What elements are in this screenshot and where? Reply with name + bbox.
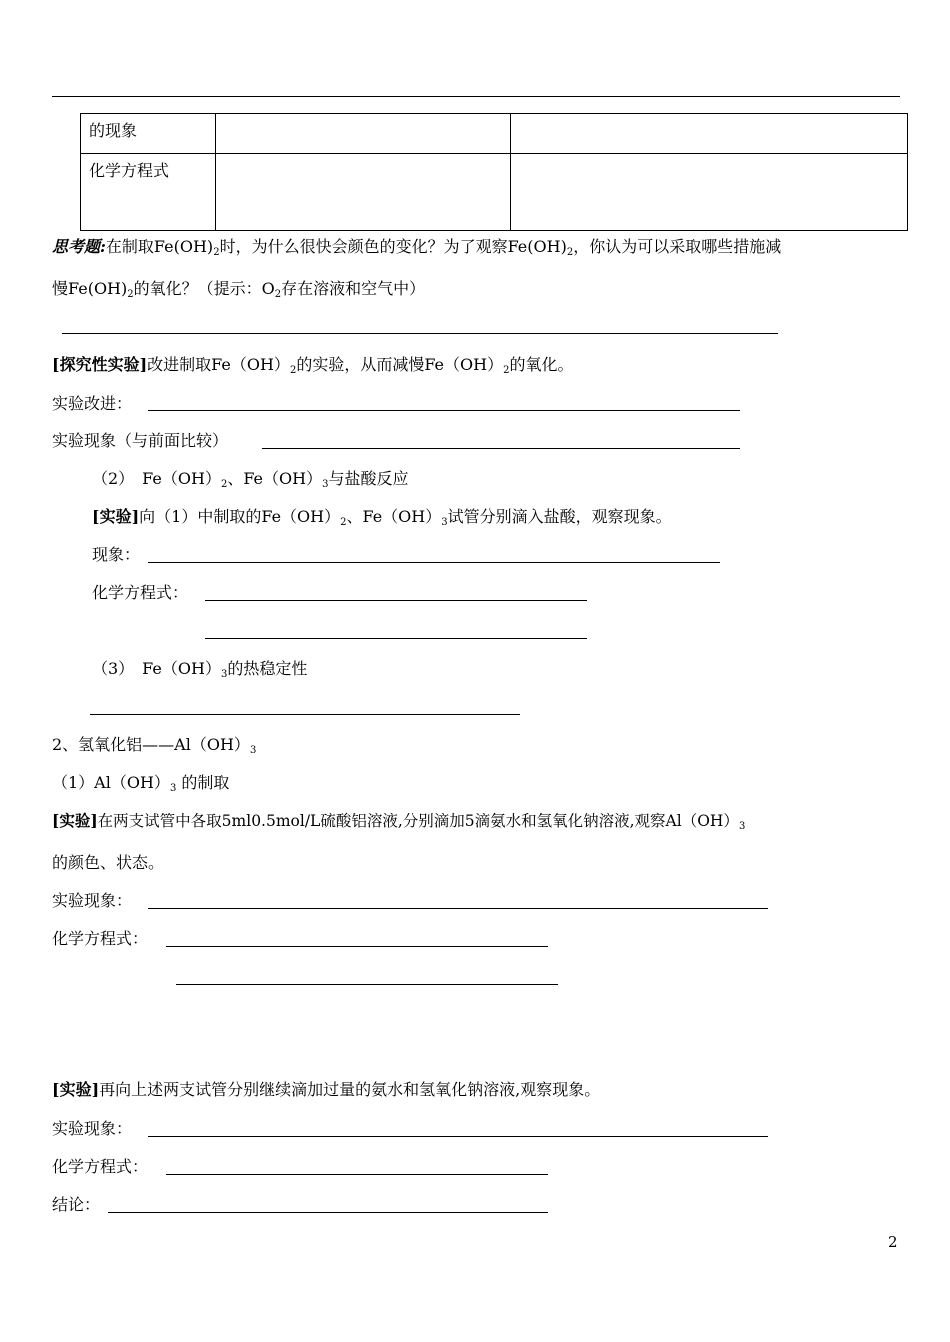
improve-answer-line[interactable] [148, 410, 740, 411]
think-question-line1: 思考题:在制取$Fe(OH)_2$时，为什么很快会颜色的变化？为了观察$Fe(OH)_2$，你认为可以采取哪些措施减 [52, 237, 782, 258]
phenomenon-answer-line[interactable] [262, 448, 740, 449]
answer-line[interactable] [148, 908, 768, 909]
al-equation2-label: 化学方程式： [52, 1157, 149, 1176]
answer-line[interactable] [90, 714, 520, 715]
table-cell[interactable] [511, 154, 908, 231]
table-row-label: 化学方程式 [81, 154, 216, 231]
part3-title: （3） $Fe(OH)_3$的热稳定性 [92, 659, 308, 680]
explore-heading: [探究性实验]改进制取$Fe(OH)_2$的实验，从而减慢$Fe(OH)_2$的氧化。 [52, 355, 574, 376]
part2-phenomenon-label: 现象： [92, 545, 141, 564]
think-label: 思考题: [52, 237, 106, 256]
al-equation-label: 化学方程式： [52, 929, 149, 948]
answer-line[interactable] [205, 600, 587, 601]
header-rule [52, 96, 900, 97]
part2-experiment: [实验]向（1）中制取的$Fe(OH)_2$、$Fe(OH)_3$试管分别滴入盐酸，观察现象。 [92, 507, 672, 528]
answer-line[interactable] [166, 1174, 548, 1175]
part2-title: （2） $Fe(OH)_2$、$Fe(OH)_3$与盐酸反应 [92, 469, 409, 490]
answer-line[interactable] [62, 333, 778, 334]
answer-line[interactable] [205, 638, 587, 639]
al-subheading: $(1)Al(OH)_3$ 的制取 [52, 773, 230, 794]
phenomenon-compare-label: 实验现象（与前面比较） [52, 431, 229, 450]
al-heading: 2、氢氧化铝$——Al(OH)_3$ [52, 735, 257, 756]
al-phenomenon-label: 实验现象： [52, 891, 133, 910]
answer-line[interactable] [148, 1136, 768, 1137]
table-row-label: 的现象 [81, 114, 216, 154]
think-question-line2: 慢$Fe(OH)_2$的氧化？（提示：$O_2$存在溶液和空气中） [52, 279, 426, 300]
conclusion-label: 结论： [52, 1195, 101, 1214]
answer-line[interactable] [166, 946, 548, 947]
improve-label: 实验改进： [52, 394, 133, 413]
al-phenomenon2-label: 实验现象： [52, 1119, 133, 1138]
answer-line[interactable] [176, 984, 558, 985]
page-number: 2 [888, 1233, 898, 1251]
part2-equation-label: 化学方程式： [92, 583, 189, 602]
al-experiment: [实验]在两支试管中各取5ml0.5mol/L硫酸铝溶液,分别滴加5滴氨水和氢氧化钠溶液,观察$Al(OH)_3$ [52, 811, 746, 832]
table-cell[interactable] [511, 114, 908, 154]
observation-table [80, 113, 908, 231]
al-experiment2: [实验]再向上述两支试管分别继续滴加过量的氨水和氢氧化钠溶液,观察现象。 [52, 1080, 601, 1099]
table-cell[interactable] [216, 114, 511, 154]
al-experiment-line2: 的颜色、状态。 [52, 853, 165, 872]
answer-line[interactable] [108, 1212, 548, 1213]
answer-line[interactable] [148, 562, 720, 563]
table-cell[interactable] [216, 154, 511, 231]
